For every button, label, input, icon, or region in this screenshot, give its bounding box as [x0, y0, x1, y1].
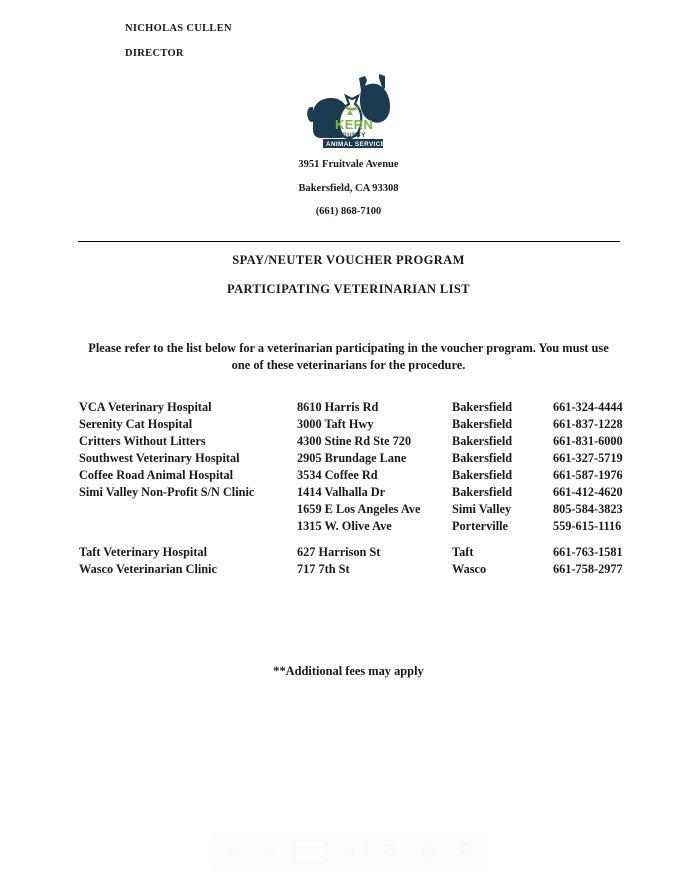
table-row: [79, 484, 645, 501]
vet-city-cell: Bakersfield: [452, 400, 513, 414]
program-title: SPAY/NEUTER VOUCHER PROGRAM: [232, 253, 465, 267]
table-row: [79, 561, 645, 578]
chevron-up-icon[interactable]: [220, 838, 246, 864]
vet-city-cell: Wasco: [452, 562, 487, 576]
vet-address-cell: 1659 E Los Angeles Ave: [297, 502, 421, 516]
logo-word-animal-services: ANIMAL SERVICES: [326, 141, 390, 148]
table-row: [79, 399, 645, 416]
vet-name-cell: [79, 518, 297, 535]
agency-address-block: [0, 160, 697, 231]
vet-phone-cell: 559-615-1116: [553, 519, 622, 533]
table-row: [79, 433, 645, 450]
address-street: 3951 Fruitvale Avenue: [298, 159, 399, 170]
vet-address-cell: 1414 Valhalla Dr: [297, 485, 386, 499]
header-divider: [78, 241, 620, 242]
vet-phone-cell: 661-758-2977: [553, 562, 623, 576]
vet-name-cell: Taft Veterinary Hospital: [79, 545, 207, 559]
page-count-label: / 4: [342, 845, 356, 857]
participating-veterinarian-table: [79, 399, 645, 578]
document-title-block: [0, 254, 697, 311]
vet-city-cell: Bakersfield: [452, 451, 513, 465]
table-row: [79, 416, 645, 433]
vet-name-cell: Critters Without Litters: [79, 434, 206, 448]
logo-word-county: COUNTY: [337, 133, 366, 139]
vet-name-cell: Simi Valley Non-Profit S/N Clinic: [79, 485, 255, 499]
vet-name-cell: Wasco Veterinarian Clinic: [79, 562, 217, 576]
vet-phone-cell: 661-587-1976: [553, 468, 623, 482]
table-row: [79, 450, 645, 467]
chevron-down-icon[interactable]: [257, 838, 283, 864]
vet-phone-cell: 661-412-4620: [553, 485, 623, 499]
vet-address-cell: 8610 Harris Rd: [297, 400, 379, 414]
vet-address-cell: 627 Harrison St: [297, 545, 381, 559]
vet-name-cell: Southwest Veterinary Hospital: [79, 451, 240, 465]
letterhead: [125, 24, 445, 73]
vet-city-cell: Bakersfield: [452, 417, 513, 431]
toolbar-separator: [366, 843, 367, 860]
intro-paragraph: Please refer to the list below for a veterinarian participating in the voucher program. You must use one of these veterinarians for the procedure.: [88, 341, 609, 372]
vet-phone-cell: 661-324-4444: [553, 400, 623, 414]
address-city-state-zip: Bakersfield, CA 93308: [298, 182, 399, 194]
vet-address-cell: 2905 Brundage Lane: [297, 451, 407, 465]
vet-name-cell: [79, 501, 297, 518]
zoom-in-icon[interactable]: [378, 838, 404, 864]
vet-address-cell: 3000 Taft Hwy: [297, 417, 374, 431]
list-subtitle: PARTICIPATING VETERINARIAN LIST: [226, 281, 471, 296]
vet-address-cell: 717 7th St: [297, 562, 350, 576]
table-row: [79, 535, 645, 561]
footnote: **Additional fees may apply: [273, 664, 424, 678]
address-phone: (661) 868-7100: [315, 206, 382, 217]
kern-county-animal-services-logo-icon: [305, 74, 395, 152]
vet-phone-cell: 805-584-3823: [553, 502, 623, 516]
vet-phone-cell: 661-763-1581: [553, 545, 623, 559]
vet-city-cell: Bakersfield: [452, 434, 513, 448]
vet-phone-cell: 661-327-5719: [553, 451, 623, 465]
vet-address-cell: 1315 W. Olive Ave: [297, 519, 392, 533]
rotate-icon[interactable]: [415, 838, 441, 864]
search-icon[interactable]: [452, 838, 478, 864]
vet-address-cell: 4300 Stine Rd Ste 720: [297, 434, 412, 448]
vet-city-cell: Taft: [452, 545, 474, 559]
table-row: [79, 518, 645, 535]
vet-city-cell: Bakersfield: [452, 485, 513, 499]
table-row: [79, 467, 645, 484]
vet-city-cell: Bakersfield: [452, 468, 513, 482]
vet-name-cell: Coffee Road Animal Hospital: [79, 468, 234, 482]
vet-city-cell: Porterville: [452, 519, 508, 533]
vet-city-cell: Simi Valley: [452, 502, 512, 516]
director-title: DIRECTOR: [125, 47, 184, 59]
vet-name-cell: VCA Veterinary Hospital: [79, 400, 212, 414]
vet-address-cell: 3534 Coffee Rd: [297, 468, 378, 482]
director-name: NICHOLAS CULLEN: [125, 23, 232, 34]
table-row: [79, 501, 645, 518]
vet-name-cell: Serenity Cat Hospital: [79, 417, 193, 431]
vet-phone-cell: 661-831-6000: [553, 434, 623, 448]
current-page-input[interactable]: 2: [294, 840, 327, 863]
vet-table-body: [79, 399, 645, 578]
pdf-viewer-toolbar[interactable]: [208, 832, 490, 870]
vet-phone-cell: 661-837-1228: [553, 417, 623, 431]
logo-word-kern: KERN: [335, 117, 374, 132]
